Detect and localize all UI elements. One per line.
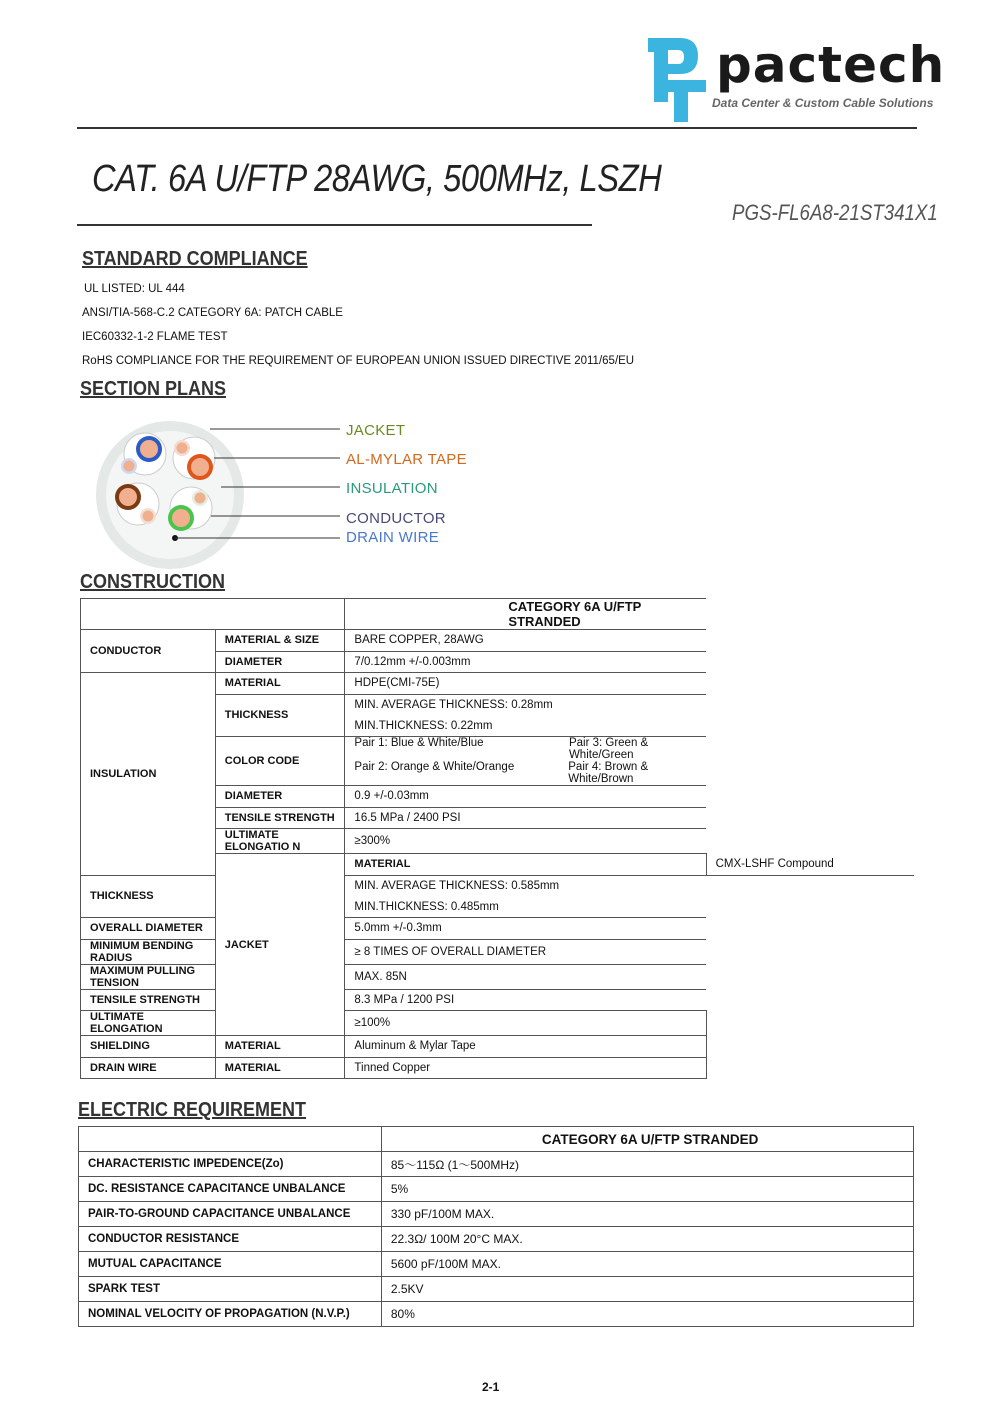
table-row: SPARK TEST 2.5KV: [79, 1277, 914, 1302]
table-row: NOMINAL VELOCITY OF PROPAGATION (N.V.P.) 80%: [79, 1302, 914, 1327]
standard-item: RoHS COMPLIANCE FOR THE REQUIREMENT OF EUROPEAN UNION ISSUED DIRECTIVE 2011/65/EU: [82, 355, 635, 367]
pactech-logo-icon: [640, 32, 712, 124]
table-row: DIAMETER 7/0.12mm +/-0.003mm: [81, 651, 915, 673]
table-row: PAIR-TO-GROUND CAPACITANCE UNBALANCE 330 pF/100M MAX.: [79, 1202, 914, 1227]
label-conductor: CONDUCTOR: [346, 510, 446, 527]
table-row: CHARACTERISTIC IMPEDENCE(Zo) 85～115Ω (1～500MHz): [79, 1152, 914, 1177]
table-row: ULTIMATE ELONGATION ≥100%: [81, 1011, 915, 1036]
model-number: PGS-FL6A8-21ST341X1: [732, 200, 938, 225]
group-jacket: JACKET: [215, 854, 345, 1036]
table-row: JACKET MATERIAL CMX-LSHF Compound: [81, 854, 915, 876]
construction-heading: CONSTRUCTION: [80, 571, 225, 593]
table-row: COLOR CODE Pair 1: Blue & White/Blue Pair 3: Green & White/Green: [81, 736, 915, 761]
table-row: MUTUAL CAPACITANCE 5600 pF/100M MAX.: [79, 1252, 914, 1277]
table-row: MAXIMUM PULLING TENSION MAX. 85N: [81, 964, 915, 989]
table-row: OVERALL DIAMETER 5.0mm +/-0.3mm: [81, 917, 915, 939]
construction-table: CATEGORY 6A U/FTP STRANDED CONDUCTOR MATERIAL & SIZE BARE COPPER, 28AWG DIAMETER 7/0.12mm +/-0.003mm INSULATION MATERIAL HDPE(CMI-75E) THICKNESS MIN. AVERAGE THICKNESS: 0.28mm MIN.THICKNESS: 0.22mm COLOR CODE Pair 1: Blue & White/Blue Pair 3: Green & White/Green Pair 2: Orange & White/Orange Pair 4: Brown & White/Brown DIAMETER 0.9 +/-0.03mm TENSILE STRENGTH 16.5 MPa / 2400 PSI ULTIMATE ELONGATIO N ≥300% JACKET MATERIAL CMX-LSHF Compound THICKNESS MIN. AVERAGE THICKNESS: 0.585mm MIN.THICKNESS: 0.485mm OVERALL DIAMETER 5.0mm +/-0.3mm MINIMUM BENDING RADIUS ≥ 8 TIMES OF OVERALL DIAMETER MAXIMUM PULLING TENSION MAX. 85N TENSILE STRENGTH 8.3 MPa / 1200 PSI ULTIMATE ELONGATION ≥100% SHIELDING MATERIAL Aluminum & Mylar Tape DRAIN WIRE MATERIAL Tinned Copper: [80, 598, 914, 1079]
section-plans-heading: SECTION PLANS: [80, 378, 227, 400]
label-drain-wire: DRAIN WIRE: [346, 529, 439, 546]
table-row: INSULATION MATERIAL HDPE(CMI-75E): [81, 673, 915, 695]
title-underline: [77, 224, 592, 226]
standard-item: UL LISTED: UL 444: [84, 283, 185, 295]
electric-column-header: CATEGORY 6A U/FTP STRANDED: [381, 1127, 913, 1152]
table-row: TENSILE STRENGTH 8.3 MPa / 1200 PSI: [81, 989, 915, 1011]
group-conductor: CONDUCTOR: [81, 630, 216, 673]
group-insulation: INSULATION: [81, 673, 216, 876]
table-row: THICKNESS MIN. AVERAGE THICKNESS: 0.28mm: [81, 694, 915, 715]
table-row: ULTIMATE ELONGATIO N ≥300%: [81, 829, 915, 854]
header-divider: [77, 127, 917, 129]
standard-item: ANSI/TIA-568-C.2 CATEGORY 6A: PATCH CABLE: [82, 307, 343, 319]
electric-table: [78, 1126, 914, 1327]
table-row: CONDUCTOR MATERIAL & SIZE BARE COPPER, 28AWG: [81, 630, 915, 652]
table-row: CONDUCTOR RESISTANCE 22.3Ω/ 100M 20°C MAX.: [79, 1227, 914, 1252]
table-row: TENSILE STRENGTH 16.5 MPa / 2400 PSI: [81, 807, 915, 829]
page-title: CAT. 6A U/FTP 28AWG, 500MHz, LSZH: [92, 158, 662, 200]
group-shielding: SHIELDING: [81, 1036, 216, 1058]
table-row: DC. RESISTANCE CAPACITANCE UNBALANCE 5%: [79, 1177, 914, 1202]
table-row: SHIELDING MATERIAL Aluminum & Mylar Tape: [81, 1036, 915, 1058]
table-row: DIAMETER 0.9 +/-0.03mm: [81, 785, 915, 807]
group-drain-wire: DRAIN WIRE: [81, 1057, 216, 1079]
table-row: DRAIN WIRE MATERIAL Tinned Copper: [81, 1057, 915, 1079]
table-row: MINIMUM BENDING RADIUS ≥ 8 TIMES OF OVERALL DIAMETER: [81, 939, 915, 964]
page-number: 2-1: [482, 1380, 500, 1394]
brand-name: pactech: [716, 36, 946, 94]
brand-tagline: Data Center & Custom Cable Solutions: [712, 96, 934, 110]
electric-requirement-heading: ELECTRIC REQUIREMENT: [78, 1099, 307, 1121]
label-insulation: INSULATION: [346, 480, 438, 497]
table-row: THICKNESS MIN. AVERAGE THICKNESS: 0.585mm: [81, 875, 915, 896]
label-jacket: JACKET: [346, 422, 406, 439]
construction-column-header: CATEGORY 6A U/FTP STRANDED: [345, 599, 706, 630]
standard-compliance-heading: STANDARD COMPLIANCE: [82, 248, 308, 270]
standard-item: IEC60332-1-2 FLAME TEST: [82, 331, 228, 343]
label-al-mylar-tape: AL-MYLAR TAPE: [346, 451, 467, 468]
